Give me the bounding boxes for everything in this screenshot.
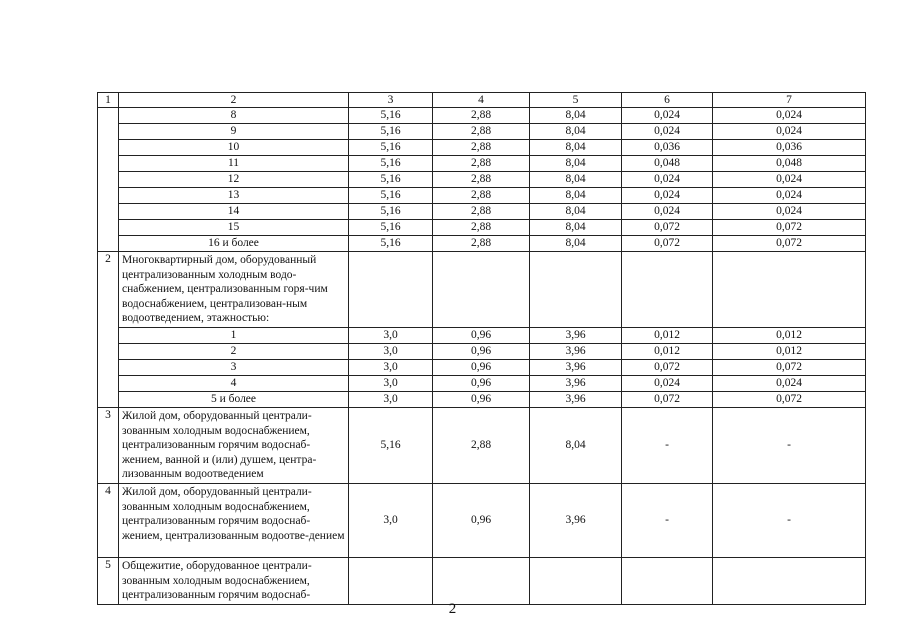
table-row (98, 124, 866, 140)
value-cell: 3,96 (530, 375, 622, 391)
value-cell: 5,16 (349, 156, 433, 172)
table-row (98, 483, 866, 557)
value-cell: 8,04 (530, 140, 622, 156)
section-description: Многоквартирный дом, оборудованный централизованным холодным водо-снабжением, централизованным горя-чим водоснабжением, централизован-ным водоотведением, этажностью: (119, 252, 349, 328)
value-cell: 0,024 (713, 188, 866, 204)
value-cell: 2,88 (433, 407, 530, 483)
value-cell: 0,012 (713, 343, 866, 359)
empty-cell (622, 252, 713, 328)
value-cell: 0,96 (433, 359, 530, 375)
empty-cell (349, 252, 433, 328)
table-row (98, 172, 866, 188)
header-cell: 7 (713, 93, 866, 108)
section-description: Жилой дом, оборудованный централи-зованным холодным водоснабжением, централизованным горячим водоснаб-жением, ванной и (или) душем, центра-лизованным водоотведением (119, 407, 349, 483)
table-row (98, 236, 866, 252)
floor-label: 8 (119, 108, 349, 124)
value-cell: 0,072 (713, 220, 866, 236)
value-cell: 3,0 (349, 359, 433, 375)
value-cell: 0,024 (713, 124, 866, 140)
floor-label: 9 (119, 124, 349, 140)
empty-cell (530, 252, 622, 328)
value-cell: 0,96 (433, 375, 530, 391)
value-cell: 0,024 (713, 172, 866, 188)
value-cell: 0,024 (622, 124, 713, 140)
value-cell: - (713, 407, 866, 483)
table-row (98, 343, 866, 359)
header-cell: 5 (530, 93, 622, 108)
value-cell: - (713, 483, 866, 557)
value-cell: 8,04 (530, 236, 622, 252)
value-cell: 0,012 (713, 327, 866, 343)
value-cell: 8,04 (530, 156, 622, 172)
table-row (98, 391, 866, 407)
floor-label: 1 (119, 327, 349, 343)
value-cell: 0,072 (713, 359, 866, 375)
floor-label: 11 (119, 156, 349, 172)
value-cell: 0,96 (433, 391, 530, 407)
table-row (98, 140, 866, 156)
value-cell: 0,024 (713, 108, 866, 124)
value-cell: 2,88 (433, 124, 530, 140)
empty-cell (713, 557, 866, 604)
value-cell: 5,16 (349, 236, 433, 252)
value-cell: 3,96 (530, 327, 622, 343)
section-description: Общежитие, оборудованное централи-зованным холодным водоснабжением, централизованным горячим водоснаб- (119, 557, 349, 604)
value-cell: 3,96 (530, 343, 622, 359)
header-row (98, 93, 866, 108)
value-cell: 0,024 (622, 204, 713, 220)
value-cell: 8,04 (530, 172, 622, 188)
value-cell: 8,04 (530, 188, 622, 204)
value-cell: 5,16 (349, 140, 433, 156)
floor-label: 2 (119, 343, 349, 359)
value-cell: 2,88 (433, 220, 530, 236)
table-row (98, 108, 866, 124)
value-cell: 0,024 (622, 375, 713, 391)
value-cell: 8,04 (530, 220, 622, 236)
value-cell: 0,96 (433, 343, 530, 359)
value-cell: 0,024 (713, 204, 866, 220)
floor-label: 12 (119, 172, 349, 188)
value-cell: 5,16 (349, 407, 433, 483)
value-cell: 0,024 (622, 108, 713, 124)
header-cell: 4 (433, 93, 530, 108)
value-cell: 0,072 (622, 391, 713, 407)
table-row (98, 375, 866, 391)
empty-cell (622, 557, 713, 604)
table-row (98, 557, 866, 604)
section-number-cell (98, 108, 119, 252)
floor-label: 3 (119, 359, 349, 375)
floor-label: 16 и более (119, 236, 349, 252)
value-cell: 0,96 (433, 327, 530, 343)
value-cell: 0,072 (622, 236, 713, 252)
value-cell: 2,88 (433, 204, 530, 220)
value-cell: 2,88 (433, 140, 530, 156)
floor-label: 13 (119, 188, 349, 204)
value-cell: 5,16 (349, 108, 433, 124)
section-number-cell: 5 (98, 557, 119, 604)
value-cell: 2,88 (433, 236, 530, 252)
table-row (98, 188, 866, 204)
value-cell: 8,04 (530, 108, 622, 124)
value-cell: 3,96 (530, 391, 622, 407)
value-cell: 0,072 (622, 220, 713, 236)
header-cell: 2 (119, 93, 349, 108)
table-row (98, 156, 866, 172)
value-cell: 3,0 (349, 391, 433, 407)
empty-cell (530, 557, 622, 604)
value-cell: 2,88 (433, 172, 530, 188)
value-cell: - (622, 483, 713, 557)
page-number: 2 (448, 601, 457, 617)
norms-table (97, 92, 866, 605)
section-number-cell: 2 (98, 252, 119, 408)
value-cell: 3,0 (349, 327, 433, 343)
table-row (98, 327, 866, 343)
value-cell: 8,04 (530, 407, 622, 483)
value-cell: 3,96 (530, 359, 622, 375)
value-cell: 0,036 (622, 140, 713, 156)
value-cell: 8,04 (530, 124, 622, 140)
value-cell: 3,0 (349, 343, 433, 359)
value-cell: 0,024 (713, 375, 866, 391)
value-cell: 0,072 (713, 391, 866, 407)
section-description: Жилой дом, оборудованный централи-зованным холодным водоснабжением, централизованным горячим водоснаб-жением, централизованным водоотве-дением (119, 483, 349, 557)
value-cell: 8,04 (530, 204, 622, 220)
section-number-cell: 3 (98, 407, 119, 483)
value-cell: 5,16 (349, 172, 433, 188)
value-cell: 0,012 (622, 343, 713, 359)
empty-cell (433, 557, 530, 604)
value-cell: 5,16 (349, 188, 433, 204)
floor-label: 5 и более (119, 391, 349, 407)
empty-cell (433, 252, 530, 328)
empty-cell (349, 557, 433, 604)
table-row (98, 359, 866, 375)
value-cell: 0,072 (713, 236, 866, 252)
value-cell: 0,96 (433, 483, 530, 557)
floor-label: 4 (119, 375, 349, 391)
value-cell: 2,88 (433, 156, 530, 172)
value-cell: 5,16 (349, 220, 433, 236)
value-cell: 0,024 (622, 188, 713, 204)
header-cell: 6 (622, 93, 713, 108)
table-row (98, 407, 866, 483)
empty-cell (713, 252, 866, 328)
value-cell: 0,012 (622, 327, 713, 343)
value-cell: - (622, 407, 713, 483)
header-cell: 3 (349, 93, 433, 108)
value-cell: 3,0 (349, 375, 433, 391)
value-cell: 2,88 (433, 188, 530, 204)
value-cell: 0,024 (622, 172, 713, 188)
floor-label: 14 (119, 204, 349, 220)
value-cell: 0,036 (713, 140, 866, 156)
floor-label: 15 (119, 220, 349, 236)
floor-label: 10 (119, 140, 349, 156)
value-cell: 0,072 (622, 359, 713, 375)
value-cell: 2,88 (433, 108, 530, 124)
value-cell: 3,96 (530, 483, 622, 557)
value-cell: 3,0 (349, 483, 433, 557)
table-row (98, 220, 866, 236)
value-cell: 0,048 (622, 156, 713, 172)
header-cell: 1 (98, 93, 119, 108)
value-cell: 5,16 (349, 204, 433, 220)
table-row (98, 204, 866, 220)
value-cell: 0,048 (713, 156, 866, 172)
value-cell: 5,16 (349, 124, 433, 140)
table-row (98, 252, 866, 328)
section-number-cell: 4 (98, 483, 119, 557)
